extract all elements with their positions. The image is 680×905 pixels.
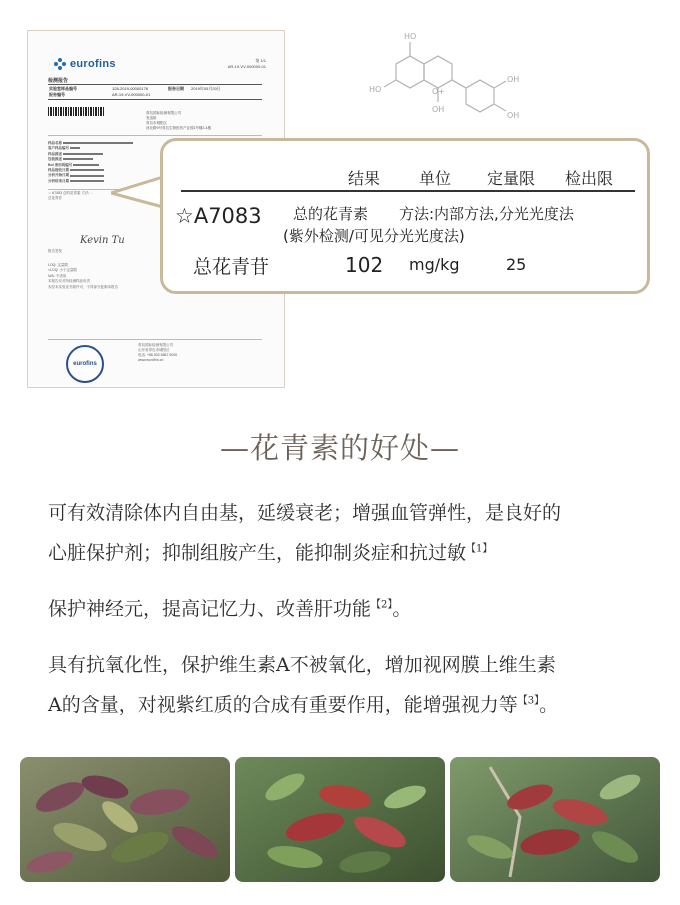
eurofins-logo	[54, 58, 116, 70]
header-result: 结果	[348, 169, 381, 188]
callout-pointer	[111, 175, 165, 209]
row-label: 包装描述	[48, 157, 62, 162]
row-label: 客户样品编号	[48, 146, 69, 151]
stamp-text: eurofins	[73, 361, 97, 367]
result-value: 102	[345, 253, 384, 277]
signer-block	[48, 249, 62, 254]
paragraph-3-line-1: 具有抗氧化性，保护维生素A不被氧化，增加视网膜上维生素	[48, 654, 556, 676]
note-line: <LOQ: 小于定量限	[48, 268, 77, 273]
footer-line: 山东省青岛市城阳区	[138, 348, 170, 352]
row-label: 样品名称	[48, 141, 62, 145]
row-label: 样品描述	[48, 151, 62, 156]
signer-title: 报告签发	[48, 249, 62, 253]
row-label: 分析结束日期	[48, 178, 69, 183]
footer-line: 电话: +86 532 6867 5000	[138, 353, 178, 357]
oh-top-label: HO	[404, 32, 417, 41]
method-line-1: 方法:内部方法,分光光度法	[399, 205, 574, 223]
report-notes	[48, 263, 118, 290]
test-code: ☆A7083	[175, 204, 262, 228]
header-rule	[181, 190, 635, 192]
note-line: N/A: 不适用	[48, 273, 67, 278]
footer-line: 青岛国标检测有限公司	[138, 343, 173, 347]
paragraph-2	[48, 594, 411, 621]
address-line: 青岛国标检测有限公司	[146, 111, 181, 115]
logo-dots-icon	[54, 58, 66, 70]
p2-text: 保护神经元，提高记忆力、改善肝功能	[48, 598, 372, 620]
tea-leaves-photo-1	[20, 757, 230, 882]
p3-text: A的含量，对视紫红质的合成有重要作用，能增强视力等	[48, 694, 518, 716]
header-unit: 单位	[419, 169, 452, 188]
note-line: LOQ: 定量限	[48, 263, 68, 267]
tea-leaves-photo-2	[235, 757, 445, 882]
sample-code: 128-2019-00000176	[112, 86, 149, 91]
result-callout-box	[160, 138, 650, 294]
note-line: 本报告仅对所检测样品负责	[48, 279, 90, 284]
report-no-label: 报告编号	[49, 92, 65, 97]
report-title: 检测报告	[48, 78, 69, 84]
header-loq: 定量限	[487, 169, 536, 188]
method-line-2: (紫外检测/可见分光光度法)	[283, 227, 465, 245]
paragraph-1-line-1: 可有效清除体内自由基，延缓衰老；增强血管弹性，是良好的	[48, 502, 562, 524]
report-address	[146, 111, 211, 131]
tea-leaves-photo-3	[450, 757, 660, 882]
report-date: 2019年05月20日	[191, 86, 221, 91]
divider	[48, 135, 262, 136]
p2-end: 。	[392, 598, 412, 620]
address-line: 发送给	[146, 116, 157, 120]
row-label: Bot 条形码编号	[48, 162, 73, 167]
item-description: 总的花青素	[293, 205, 369, 223]
p3-end: 。	[539, 694, 559, 716]
footer-line: www.eurofins.cn	[138, 358, 164, 362]
anthocyanin-molecule-diagram	[366, 24, 552, 128]
report-no-top: AR-19-VV-000000-01	[227, 64, 266, 69]
report-date-label: 报告日期	[168, 86, 184, 91]
p1-text: 心脏保护剂；抑制组胺产生，能抑制炎症和抗过敏	[48, 542, 467, 564]
paragraph-1-line-2	[48, 538, 492, 565]
divider	[48, 339, 262, 340]
item-name: 总花青苷	[193, 256, 270, 278]
result-unit: mg/kg	[409, 255, 460, 274]
address-line: 青岛市城阳区	[146, 121, 167, 125]
section-heading: —花青素的好处—	[219, 431, 460, 465]
report-item-line: ☆ A7083 总的花青素 方法:…	[48, 191, 93, 195]
reference-2: 【2】	[371, 599, 393, 611]
header-lod: 检出限	[565, 169, 614, 188]
page-label: 第 1/1	[255, 58, 266, 63]
logo-text: eurofins	[70, 58, 116, 70]
loq-value: 25	[506, 255, 527, 274]
row-label: 样品接收日期	[48, 168, 69, 173]
paragraph-3-line-2	[48, 690, 558, 717]
reference-1: 【1】	[466, 543, 493, 555]
reference-3: 【3】	[517, 695, 540, 707]
sample-code-label: 实验室样品编号	[49, 86, 77, 91]
signature: Kevin Tu	[80, 235, 125, 246]
oh-right-top-label: OH	[507, 75, 520, 84]
oh-bottom-label: OH	[432, 105, 445, 114]
row-label: 分析开始日期	[48, 173, 69, 178]
report-item-row	[48, 191, 93, 202]
report-header-box	[48, 84, 262, 100]
o-plus-label: O+	[432, 87, 445, 96]
note-line: 未经本实验室书面许可，不得部分复制本报告	[48, 284, 118, 289]
address-line: 河北路9号青岛生物医药产业园1号楼2-4楼	[146, 126, 211, 130]
company-stamp	[66, 345, 104, 383]
oh-left-label: HO	[369, 85, 382, 94]
report-no: AR-19-VV-000000-01	[112, 92, 151, 97]
report-page-info	[228, 58, 266, 70]
report-item-name: 总花青苷	[48, 196, 62, 201]
oh-right-bottom-label: OH	[507, 111, 520, 120]
report-barcode	[48, 107, 104, 116]
